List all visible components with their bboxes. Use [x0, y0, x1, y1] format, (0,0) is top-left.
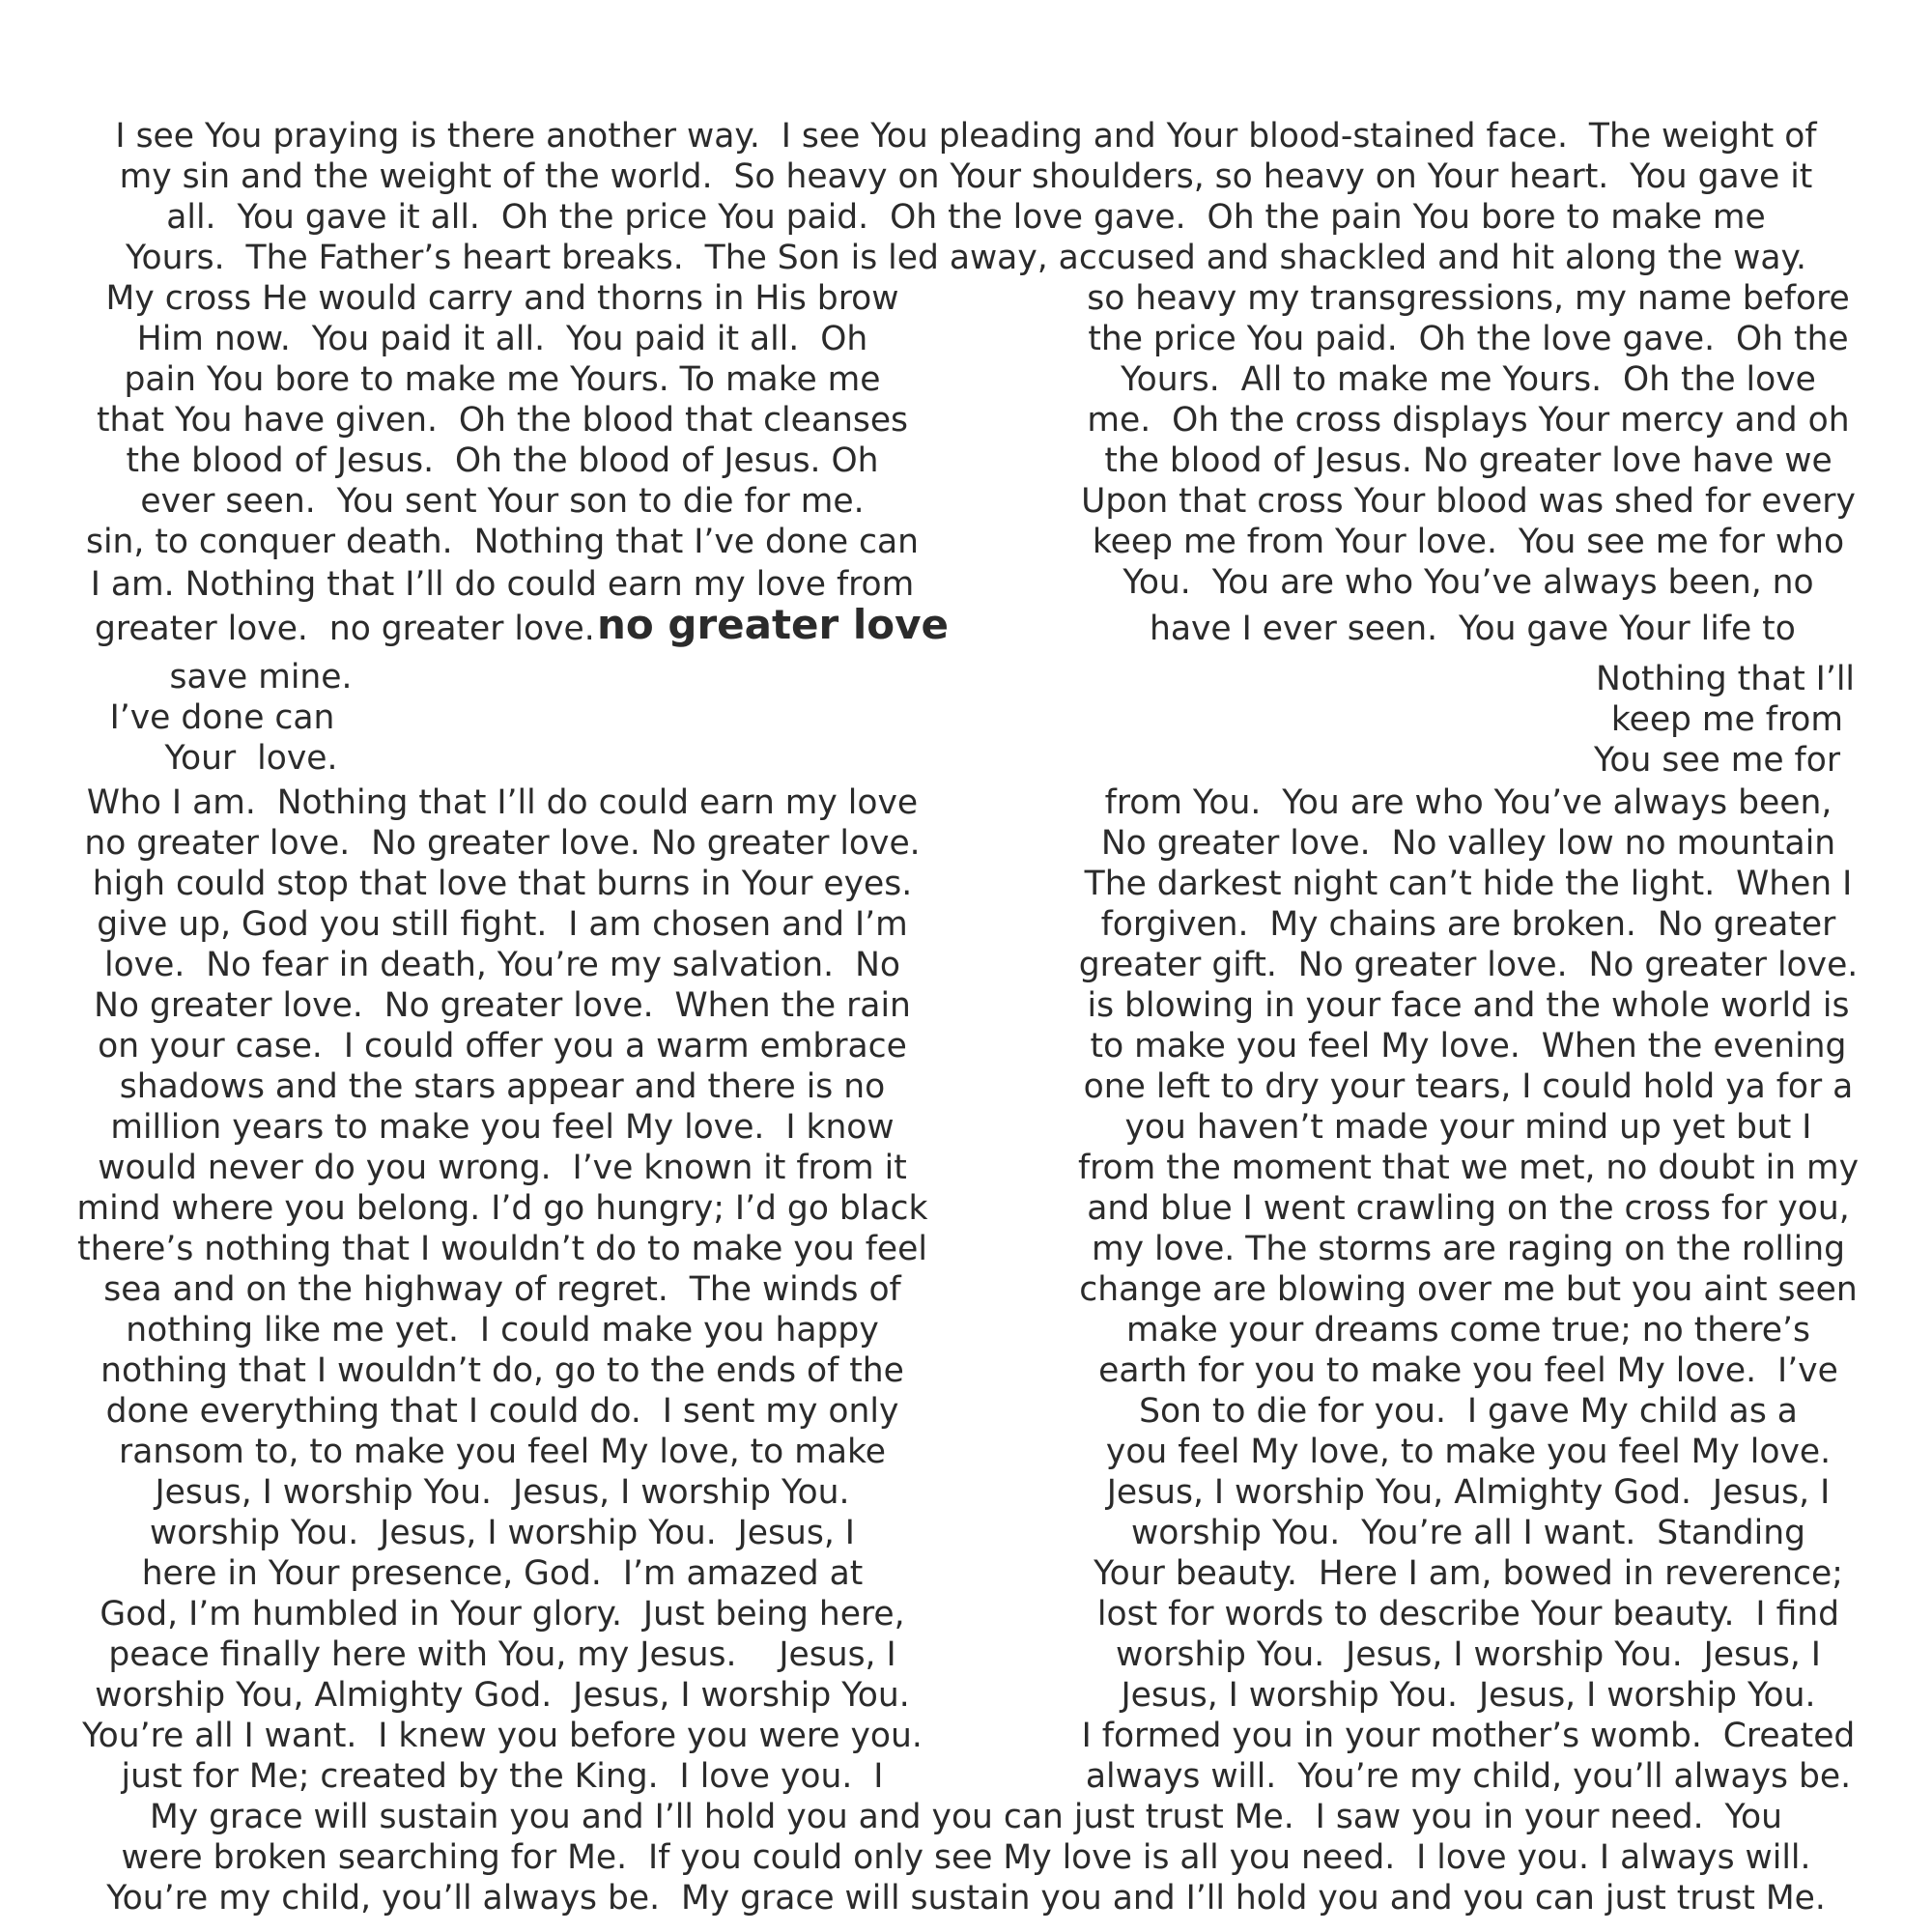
- right-line: lost for words to describe Your beauty. I find: [1096, 1595, 1840, 1634]
- right-line: keep me from Your love. You see me for who: [1092, 523, 1845, 561]
- right-line: Your beauty. Here I am, bowed in reverence;: [1094, 1554, 1843, 1593]
- right-line: one left to dry your tears, I could hold ya for a: [1083, 1067, 1854, 1106]
- right-line: from the moment that we met, no doubt in my: [1077, 1149, 1860, 1187]
- top-line: all. You gave it all. Oh the price You paid. Oh the love gave. Oh the pain You bore to make me: [166, 198, 1766, 237]
- left-line: My cross He would carry and thorns in His brow: [105, 279, 899, 318]
- right-line: earth for you to make you feel My love. I’ve: [1098, 1351, 1838, 1390]
- left-line: peace finally here with You, my Jesus. Jesus, I: [108, 1635, 896, 1674]
- right-line: from You. You are who You’ve always been,: [1104, 783, 1833, 822]
- left-line: No greater love. No greater love. When the rain: [94, 986, 911, 1025]
- page-title: no greater love: [597, 601, 949, 648]
- right-line: always will. You’re my child, you’ll always be.: [1085, 1757, 1852, 1796]
- right-line: change are blowing over me but you aint seen: [1079, 1270, 1858, 1309]
- right-line: have I ever seen. You gave Your life to: [1150, 610, 1796, 648]
- right-line: to make you feel My love. When the evening: [1090, 1027, 1847, 1065]
- bottom-line: You’re my child, you’ll always be. My grace will sustain you and I’ll hold you and you can just trust Me.: [106, 1879, 1826, 1918]
- right-line: make your dreams come true; no there’s: [1126, 1311, 1810, 1350]
- left-line: greater love. no greater love.: [95, 610, 595, 648]
- left-line: on your case. I could offer you a warm embrace: [98, 1027, 907, 1065]
- right-line: and blue I went crawling on the cross for you,: [1087, 1189, 1850, 1228]
- left-line: high could stop that love that burns in Your eyes.: [92, 865, 913, 903]
- bottom-line: My grace will sustain you and I’ll hold you and you can just trust Me. I saw you in your need. You: [149, 1798, 1783, 1836]
- right-line: the blood of Jesus. No greater love have we: [1104, 441, 1833, 480]
- right-line: You. You are who You’ve always been, no: [1122, 563, 1814, 602]
- right-line: Yours. All to make me Yours. Oh the love: [1121, 360, 1816, 399]
- left-line: the blood of Jesus. Oh the blood of Jesus. Oh: [126, 441, 879, 480]
- left-line: here in Your presence, God. I’m amazed at: [141, 1554, 864, 1593]
- right-line: Jesus, I worship You. Jesus, I worship You.: [1121, 1676, 1816, 1715]
- right-line: you haven’t made your mind up yet but I: [1124, 1108, 1812, 1147]
- right-line: The darkest night can’t hide the light. When I: [1084, 865, 1853, 903]
- right-line: Upon that cross Your blood was shed for every: [1081, 482, 1856, 521]
- left-line: pain You bore to make me Yours. To make me: [124, 360, 881, 399]
- left-line: would never do you wrong. I’ve known it from it: [98, 1149, 907, 1187]
- left-line: sin, to conquer death. Nothing that I’ve done can: [85, 523, 920, 561]
- left-short-line: save mine.: [169, 658, 353, 696]
- right-line: is blowing in your face and the whole world is: [1087, 986, 1850, 1025]
- right-short-line: You see me for: [1593, 741, 1840, 780]
- left-line: mind where you belong. I’d go hungry; I’d go black: [76, 1189, 928, 1228]
- left-line: nothing like me yet. I could make you happy: [126, 1311, 879, 1350]
- left-line: there’s nothing that I wouldn’t do to make you feel: [77, 1230, 927, 1268]
- top-line: my sin and the weight of the world. So heavy on Your shoulders, so heavy on Your heart. You gave it: [119, 157, 1813, 196]
- top-line: Yours. The Father’s heart breaks. The Son is led away, accused and shackled and hit along the way.: [126, 239, 1806, 277]
- right-short-line: Nothing that I’ll: [1596, 660, 1855, 698]
- left-line: just for Me; created by the King. I love you. I: [121, 1757, 884, 1796]
- right-line: forgiven. My chains are broken. No greater: [1100, 905, 1836, 944]
- right-line: you feel My love, to make you feel My love.: [1105, 1433, 1832, 1471]
- right-line: me. Oh the cross displays Your mercy and oh: [1087, 401, 1850, 440]
- left-short-line: Your love.: [164, 739, 338, 778]
- right-line: greater gift. No greater love. No greater love.: [1078, 946, 1859, 984]
- right-line: I formed you in your mother’s womb. Created: [1081, 1717, 1856, 1755]
- left-line: sea and on the highway of regret. The winds of: [103, 1270, 901, 1309]
- left-line: ransom to, to make you feel My love, to make: [119, 1433, 886, 1471]
- left-line: Who I am. Nothing that I’ll do could earn my love: [86, 783, 919, 822]
- left-line: ever seen. You sent Your son to die for me.: [140, 482, 865, 521]
- left-line: worship You. Jesus, I worship You. Jesus, I: [150, 1514, 855, 1552]
- left-line: million years to make you feel My love. I know: [110, 1108, 895, 1147]
- right-line: my love. The storms are raging on the rolling: [1091, 1230, 1845, 1268]
- right-line: Jesus, I worship You, Almighty God. Jesus, I: [1106, 1473, 1831, 1512]
- right-short-line: keep me from: [1610, 700, 1843, 739]
- left-line: You’re all I want. I knew you before you were you.: [82, 1717, 923, 1755]
- top-line: I see You praying is there another way. I see You pleading and Your blood-stained face. The weight of: [115, 117, 1817, 156]
- right-line: worship You. Jesus, I worship You. Jesus, I: [1116, 1635, 1821, 1674]
- left-short-line: I’ve done can: [109, 698, 335, 737]
- right-line: No greater love. No valley low no mountain: [1100, 824, 1836, 863]
- bottom-line: were broken searching for Me. If you could only see My love is all you need. I love you. I always will.: [121, 1838, 1811, 1877]
- right-line: Son to die for you. I gave My child as a: [1139, 1392, 1798, 1431]
- left-line: I am. Nothing that I’ll do could earn my love from: [90, 565, 915, 604]
- left-line: worship You, Almighty God. Jesus, I worship You.: [95, 1676, 910, 1715]
- right-line: the price You paid. Oh the love gave. Oh the: [1088, 320, 1849, 358]
- left-line: Him now. You paid it all. You paid it all. Oh: [136, 320, 868, 358]
- right-line: so heavy my transgressions, my name before: [1087, 279, 1850, 318]
- left-line: nothing that I wouldn’t do, go to the ends of the: [100, 1351, 904, 1390]
- left-line: that You have given. Oh the blood that cleanses: [96, 401, 909, 440]
- left-line: no greater love. No greater love. No greater love.: [84, 824, 921, 863]
- right-line: worship You. You’re all I want. Standing: [1131, 1514, 1805, 1552]
- left-line: shadows and the stars appear and there is no: [119, 1067, 886, 1106]
- left-line: Jesus, I worship You. Jesus, I worship You.: [155, 1473, 850, 1512]
- left-line: love. No fear in death, You’re my salvation. No: [104, 946, 900, 984]
- left-line: give up, God you still fight. I am chosen and I’m: [97, 905, 908, 944]
- left-line: done everything that I could do. I sent my only: [105, 1392, 899, 1431]
- left-line: God, I’m humbled in Your glory. Just being here,: [99, 1595, 905, 1634]
